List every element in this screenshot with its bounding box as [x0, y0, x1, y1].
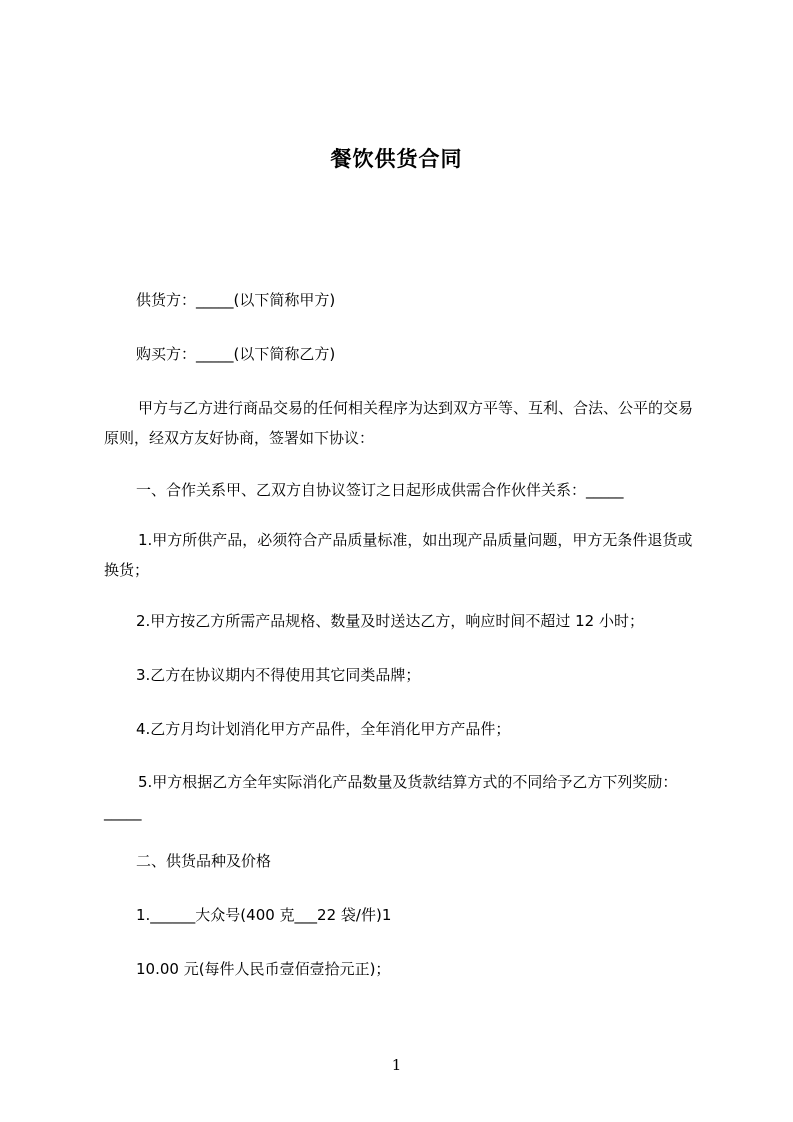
item-1-price: 10.00 元(每件人民币壹佰壹拾元正)；: [136, 960, 391, 978]
clause-2: 2.甲方按乙方所需产品规格、数量及时送达乙方，响应时间不超过 12 小时；: [136, 612, 644, 630]
clause-1: 1.甲方所供产品，必须符合产品质量标准，如出现产品质量问题，甲方无条件退货或换货；: [104, 531, 693, 579]
clause-4: 4.乙方月均计划消化甲方产品件，全年消化甲方产品件；: [136, 720, 511, 738]
buyer-line: 购买方：_____(以下简称乙方): [136, 345, 336, 363]
supplier-line: 供货方：_____(以下简称甲方): [136, 291, 336, 309]
document-title: 餐饮供货合同: [330, 147, 463, 171]
clause-5: 5.甲方根据乙方全年实际消化产品数量及货款结算方式的不同给予乙方下列奖励：_____: [104, 773, 678, 821]
section2-heading: 二、供货品种及价格: [136, 852, 272, 870]
page-number: 1: [391, 1056, 402, 1074]
item-1: 1.______大众号(400 克___22 袋/件)1: [136, 906, 392, 924]
section1-heading: 一、合作关系甲、乙双方自协议签订之日起形成供需合作伙伴关系：_____: [136, 481, 624, 499]
intro-paragraph: 甲方与乙方进行商品交易的任何相关程序为达到双方平等、互利、合法、公平的交易原则，经双方友好协商，签署如下协议：: [104, 399, 694, 447]
clause-3: 3.乙方在协议期内不得使用其它同类品牌；: [136, 666, 421, 684]
